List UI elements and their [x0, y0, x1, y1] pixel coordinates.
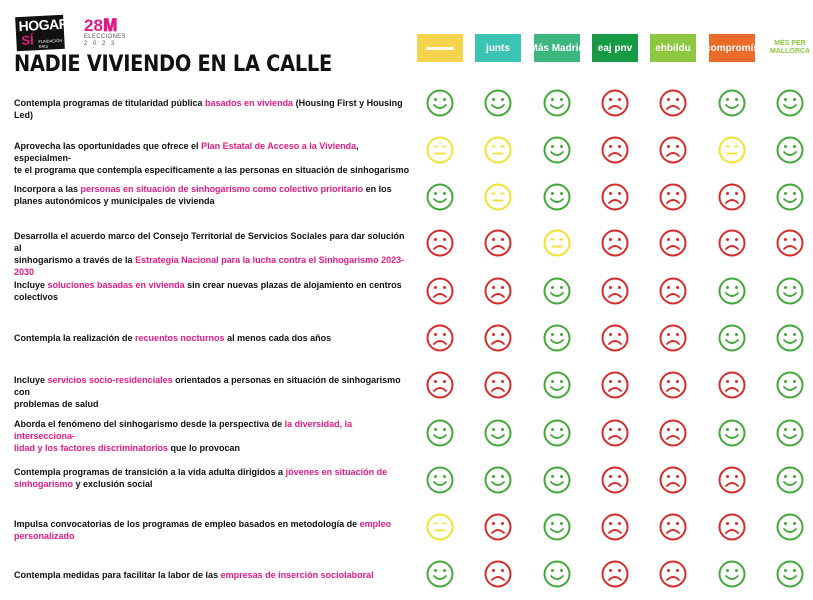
- happy-face-icon: [775, 323, 805, 353]
- sad-face-icon: [600, 418, 630, 448]
- happy-face-icon: [483, 465, 513, 495]
- party-logo-label: MÉS PER MALLORCA: [769, 40, 811, 55]
- criterion-segment: que lo provocan: [168, 443, 241, 453]
- criterion-segment: Desarrolla el acuerdo marco del Consejo Territorial de Servicios Sociales para dar solución al: [14, 231, 405, 253]
- criterion-segment: planes autonómicos y municipales de vivienda: [14, 196, 215, 206]
- sad-face-icon: [425, 276, 455, 306]
- sad-face-icon: [425, 323, 455, 353]
- sad-face-icon: [483, 323, 513, 353]
- sad-face-icon: [600, 559, 630, 589]
- criterion-segment: (Housing First y Housing Led): [14, 98, 403, 120]
- happy-face-icon: [542, 323, 572, 353]
- criterion-highlight: soluciones basadas en vivienda: [47, 280, 185, 290]
- hogar-si-logo: [15, 15, 69, 51]
- happy-face-icon: [775, 418, 805, 448]
- criterion-highlight: Estrategia Nacional para la lucha contra el Sinhogarismo 2023-2030: [14, 255, 405, 277]
- neutral-face-icon: [483, 182, 513, 212]
- sad-face-icon: [717, 512, 747, 542]
- happy-face-icon: [542, 182, 572, 212]
- criterion-segment: Aprovecha las oportunidades que ofrece el: [14, 141, 202, 151]
- happy-face-icon: [425, 559, 455, 589]
- sad-face-icon: [483, 370, 513, 400]
- happy-face-icon: [717, 323, 747, 353]
- happy-face-icon: [542, 465, 572, 495]
- sad-face-icon: [658, 512, 688, 542]
- criterion-segment: sinhogarismo a través de la: [14, 255, 136, 265]
- criterion-text: [14, 140, 414, 176]
- party-logo-label: junts: [486, 42, 510, 54]
- criterion-segment: colectivos: [14, 292, 59, 302]
- sad-face-icon: [600, 465, 630, 495]
- sad-face-icon: [600, 323, 630, 353]
- happy-face-icon: [425, 182, 455, 212]
- party-logo-label: compromís: [705, 42, 759, 54]
- party-logo-4: [592, 34, 638, 62]
- criterion-segment: en los: [363, 184, 392, 194]
- criterion-text: [14, 332, 414, 344]
- criterion-segment: Contempla la realización de: [14, 333, 136, 343]
- criterion-highlight: basados en vivienda: [205, 98, 294, 108]
- criterion-segment: Contempla programas de transición a la vida adulta dirigidos a: [14, 467, 286, 477]
- m-mark-icon: 𝐌: [102, 16, 118, 35]
- criterion-segment: Incluye: [14, 280, 48, 290]
- happy-face-icon: [775, 370, 805, 400]
- happy-face-icon: [775, 276, 805, 306]
- elections-logo-year: 2 0 2 3: [84, 41, 117, 47]
- criterion-segment: Impulsa convocatorias de los programas de empleo basados en metodología de: [14, 519, 360, 529]
- happy-face-icon: [775, 559, 805, 589]
- criterion-highlight: empresas de inserción sociolaboral: [220, 570, 374, 580]
- party-logo-2: [475, 34, 521, 62]
- sad-face-icon: [658, 559, 688, 589]
- happy-face-icon: [542, 135, 572, 165]
- party-logo-mark-icon: [426, 47, 454, 50]
- elections-logo-number: 28𝐌: [84, 16, 118, 35]
- criterion-segment: Contempla programas de titularidad pública: [14, 98, 206, 108]
- criterion-segment: Contempla medidas para facilitar la labor de las: [14, 570, 221, 580]
- party-logo-label: eaj pnv: [597, 42, 633, 54]
- criterion-highlight: servicios socio-residenciales: [47, 375, 173, 385]
- sad-face-icon: [425, 228, 455, 258]
- criterion-highlight: Plan Estatal de Acceso a la Vivienda: [201, 141, 357, 151]
- criterion-segment: sin crear nuevas plazas de alojamiento en centros: [184, 280, 402, 290]
- criterion-text: [14, 97, 414, 121]
- sad-face-icon: [658, 370, 688, 400]
- party-logo-label: Más Madrid: [529, 42, 585, 54]
- happy-face-icon: [425, 418, 455, 448]
- sad-face-icon: [483, 559, 513, 589]
- happy-face-icon: [717, 559, 747, 589]
- criterion-highlight: personas en situación de sinhogarismo como colectivo prioritario: [80, 184, 364, 194]
- party-logo-5: [650, 34, 696, 62]
- sad-face-icon: [600, 182, 630, 212]
- sad-face-icon: [658, 465, 688, 495]
- party-logo-1: [417, 34, 463, 62]
- criterion-segment: problemas de salud: [14, 399, 99, 409]
- happy-face-icon: [542, 418, 572, 448]
- happy-face-icon: [775, 88, 805, 118]
- sad-face-icon: [483, 512, 513, 542]
- happy-face-icon: [717, 276, 747, 306]
- sad-face-icon: [717, 182, 747, 212]
- happy-face-icon: [775, 182, 805, 212]
- hogar-logo-line2: SÍ: [20, 32, 35, 48]
- sad-face-icon: [658, 182, 688, 212]
- happy-face-icon: [542, 559, 572, 589]
- sad-face-icon: [600, 276, 630, 306]
- party-logo-3: [529, 34, 585, 62]
- criterion-segment: te el programa que contempla específicamente a las personas en situación de sinhogarismo: [14, 165, 410, 175]
- sad-face-icon: [717, 228, 747, 258]
- sad-face-icon: [600, 135, 630, 165]
- elections-logo: [84, 18, 124, 48]
- happy-face-icon: [425, 465, 455, 495]
- criterion-text: [14, 183, 414, 207]
- neutral-face-icon: [425, 135, 455, 165]
- happy-face-icon: [483, 418, 513, 448]
- hogar-logo-line1: HOGAR: [18, 15, 69, 35]
- sad-face-icon: [425, 370, 455, 400]
- criterion-highlight: personalizado: [14, 531, 75, 541]
- criterion-highlight: lidad y los factores discriminatorios: [14, 443, 169, 453]
- happy-face-icon: [542, 276, 572, 306]
- criterion-highlight: la diversidad, la interseccionа-: [14, 419, 353, 441]
- happy-face-icon: [717, 418, 747, 448]
- criterion-segment: , especialmen-: [14, 141, 359, 163]
- sad-face-icon: [483, 228, 513, 258]
- neutral-face-icon: [425, 512, 455, 542]
- neutral-face-icon: [717, 135, 747, 165]
- sad-face-icon: [483, 276, 513, 306]
- criterion-segment: Incorpora a las: [14, 184, 81, 194]
- criterion-segment: al menos cada dos años: [224, 333, 332, 343]
- criterion-text: [14, 569, 414, 581]
- sad-face-icon: [658, 276, 688, 306]
- happy-face-icon: [483, 88, 513, 118]
- criterion-segment: Incluye: [14, 375, 48, 385]
- happy-face-icon: [775, 512, 805, 542]
- criterion-highlight: recuentos nocturnos: [135, 333, 225, 343]
- sad-face-icon: [658, 228, 688, 258]
- criterion-segment: orientados a personas en situación de sinhogarismo con: [14, 375, 401, 397]
- party-logo-7: [767, 34, 813, 62]
- neutral-face-icon: [542, 228, 572, 258]
- sad-face-icon: [775, 228, 805, 258]
- sad-face-icon: [600, 88, 630, 118]
- criterion-text: [14, 230, 414, 278]
- happy-face-icon: [425, 88, 455, 118]
- elections-logo-label: ELECCIONES: [84, 34, 126, 40]
- sad-face-icon: [600, 370, 630, 400]
- criterion-highlight: empleo: [359, 519, 392, 529]
- criterion-segment: y exclusión social: [73, 479, 153, 489]
- criterion-text: [14, 279, 414, 303]
- happy-face-icon: [717, 88, 747, 118]
- happy-face-icon: [775, 135, 805, 165]
- sad-face-icon: [658, 323, 688, 353]
- happy-face-icon: [542, 370, 572, 400]
- sad-face-icon: [658, 135, 688, 165]
- happy-face-icon: [542, 88, 572, 118]
- criterion-highlight: sinhogarismo: [14, 479, 74, 489]
- sad-face-icon: [717, 370, 747, 400]
- sad-face-icon: [600, 228, 630, 258]
- criterion-segment: Aborda el fenómeno del sinhogarismo desde la perspectiva de: [14, 419, 285, 429]
- party-logo-label: ehbildu: [655, 42, 691, 54]
- criterion-highlight: jóvenes en situación de: [285, 467, 388, 477]
- sad-face-icon: [658, 418, 688, 448]
- happy-face-icon: [542, 512, 572, 542]
- criterion-text: [14, 466, 414, 490]
- criterion-text: [14, 418, 414, 454]
- criterion-text: [14, 518, 414, 542]
- page-title: NADIE VIVIENDO EN LA CALLE: [14, 52, 332, 77]
- party-logo-6: [705, 34, 759, 62]
- sad-face-icon: [658, 88, 688, 118]
- hogar-logo-line3: FUNDACIÓN RAIS: [38, 37, 63, 50]
- happy-face-icon: [775, 465, 805, 495]
- neutral-face-icon: [483, 135, 513, 165]
- sad-face-icon: [717, 465, 747, 495]
- sad-face-icon: [600, 512, 630, 542]
- criterion-text: [14, 374, 414, 410]
